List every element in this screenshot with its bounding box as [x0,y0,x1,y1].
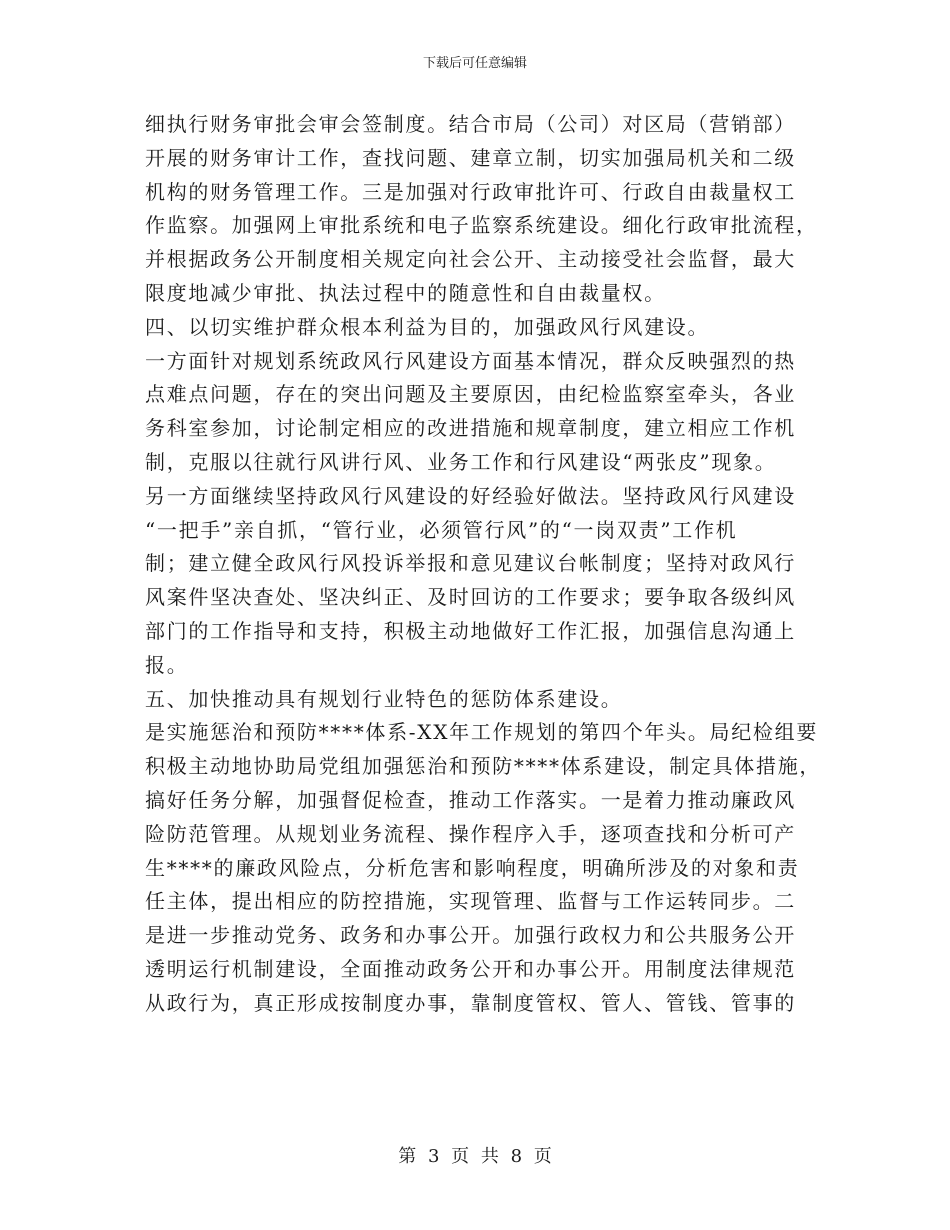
text-line: 另一方面继续坚持政风行风建设的好经验好做法。坚持政风行风建设 [145,483,796,508]
text-line: 透明运行机制建设，全面推动政务公开和办事公开。用制度法律规范 [145,956,796,981]
text-line: 是实施惩治和预防****体系-XX年工作规划的第四个年头。局纪检组要 [145,720,819,745]
page-footer: 第 3 页 共 8 页 [398,1146,552,1167]
text-line: 限度地减少审批、执法过程中的随意性和自由裁量权。 [145,280,666,305]
page-header: 下载后可任意编辑 [422,56,527,71]
document-body [145,108,822,1021]
text-line: “一把手”亲自抓，“管行业，必须管行风”的“一岗双责”工作机 [145,517,738,542]
text-line: 部门的工作指导和支持，积极主动地做好工作汇报，加强信息沟通上 [145,618,796,643]
text-line: 开展的财务审计工作，查找问题、建章立制，切实加强局机关和二级 [145,145,796,170]
text-line: 从政行为，真正形成按制度办事，靠制度管权、管人、管钱、管事的 [145,990,796,1015]
text-line: 制，克服以往就行风讲行风、业务工作和行风建设“两张皮”现象。 [145,449,777,474]
text-line: 任主体，提出相应的防控措施，实现管理、监督与工作运转同步。二 [145,889,796,914]
text-line: 积极主动地协助局党组加强惩治和预防****体系建设，制定具体措施， [145,754,822,779]
section-heading: 四、以切实维护群众根本利益为目的，加强政风行风建设。 [145,314,710,339]
text-line: 点难点问题，存在的突出问题及主要原因，由纪检监察室牵头，各业 [145,382,796,407]
text-line: 风案件坚决查处、坚决纠正、及时回访的工作要求；要争取各级纠风 [145,585,796,610]
text-line: 细执行财务审批会审会签制度。结合市局（公司）对区局（营销部） [145,112,796,136]
section-heading: 五、加快推动具有规划行业特色的惩防体系建设。 [145,686,623,711]
text-line: 作监察。加强网上审批系统和电子监察系统建设。细化行政审批流程， [145,213,818,238]
text-line: 险防范管理。从规划业务流程、操作程序入手，逐项查找和分析可产 [145,821,796,846]
text-line: 生****的廉政风险点，分析危害和影响程度，明确所涉及的对象和责 [145,855,800,880]
text-line: 制；建立健全政风行风投诉举报和意见建议台帐制度；坚持对政风行 [145,551,796,576]
text-line: 务科室参加，讨论制定相应的改进措施和规章制度，建立相应工作机 [145,416,796,441]
text-line: 并根据政务公开制度相关规定向社会公开、主动接受社会监督，最大 [145,247,796,272]
text-line: 一方面针对规划系统政风行风建设方面基本情况，群众反映强烈的热 [145,348,796,373]
text-line: 机构的财务管理工作。三是加强对行政审批许可、行政自由裁量权工 [145,179,796,204]
text-line: 报。 [145,652,189,677]
text-line: 搞好任务分解，加强督促检查，推动工作落实。一是着力推动廉政风 [145,787,796,812]
text-line: 是进一步推动党务、政务和办事公开。加强行政权力和公共服务公开 [145,923,796,948]
